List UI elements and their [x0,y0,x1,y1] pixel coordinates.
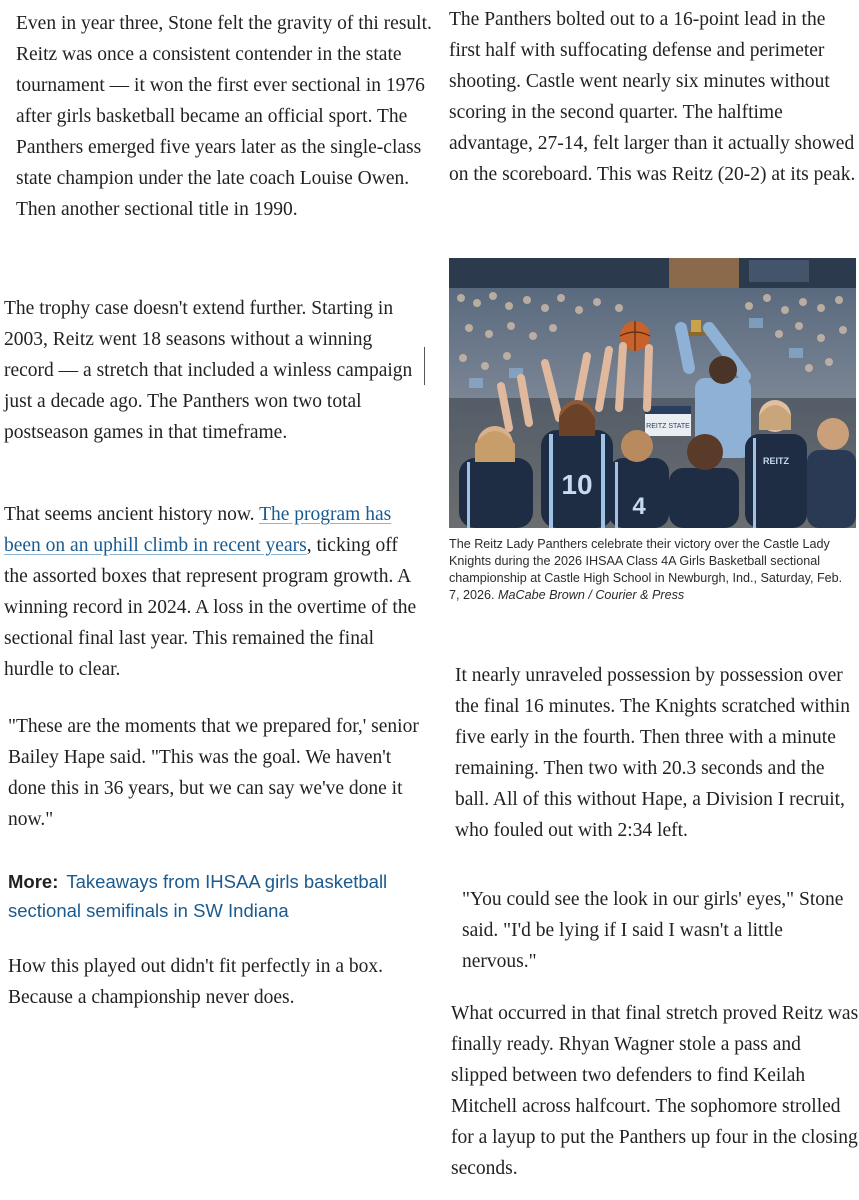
celebration-photo[interactable] [449,258,856,528]
article-paragraph: The trophy case doesn't extend further. Starting in 2003, Reitz went 18 seasons without a winning record — a stretch that included a winless campaign just a decade ago. The Panthers won two total postseason games in that timeframe. [4,298,413,443]
photo-caption [449,536,854,604]
more-label: More: [8,871,59,892]
program-climb-link[interactable]: The program has been on an uphill climb in recent years [4,504,392,556]
more-related-link-block [8,867,434,925]
jersey-number: 4 [632,493,646,520]
article-paragraph: What occurred in that final stretch proved Reitz was finally ready. Rhyan Wagner stole a pass and slipped between two defenders to find Keilah Mitchell across halfcourt. The sophomore strolled for a layup to put the Panthers up four in the closing seconds. [451,1003,859,1179]
photo-illustration [449,258,856,528]
article-paragraph: The Panthers bolted out to a 16-point lead in the first half with suffocating defense and perimeter shooting. Castle went nearly six minutes without scoring in the second quarter. The halftime advantage, 27-14, felt larger than it actually showed on the scoreboard. This was Reitz (20-2) at its peak. [449,9,856,185]
right-column [434,0,859,1200]
caption-text: The Reitz Lady Panthers celebrate their victory over the Castle Lady Knights during the 2026 IHSAA Class 4A Girls Basketball sectional championship at Castle High School in Newburgh, Ind., Saturday, Feb. 7, 2026. [449,537,843,602]
banner-text: REITZ STATE [646,423,690,430]
related-article-link[interactable]: Takeaways from IHSAA girls basketball sectional semifinals in SW Indiana [8,871,388,921]
article-paragraph: How this played out didn't fit perfectly in a box. Because a championship never does. [8,956,384,1008]
column-divider [424,347,425,385]
article-paragraph: It nearly unraveled possession by possession over the final 16 minutes. The Knights scratched within five early in the fourth. Then three with a minute remaining. Then two with 20.3 seconds and the ball. All of this without Hape, a Division I recruit, who fouled out with 2:34 left. [455,665,850,841]
paragraph-text: That seems ancient history now. [4,504,260,525]
photo-credit: MaCabe Brown / Courier & Press [498,588,685,602]
article-paragraph: Even in year three, Stone felt the gravity of thi result. Reitz was once a consistent contender in the state tournament — it won the first ever sectional in 1976 after girls basketball became an official sport. The Panthers emerged five years later as the single-class state champion under the late coach Louise Owen. Then another sectional title in 1990. [16,13,432,220]
stone-quote: "You could see the look in our girls' eyes," Stone said. "I'd be lying if I said I wasn't a little nervous." [462,889,844,972]
jersey-number: 10 [561,469,593,500]
paragraph-text: , ticking off the assorted boxes that represent program growth. A winning record in 2024. A loss in the overtime of the sectional final last year. This remained the final hurdle to clear. [4,535,417,680]
hape-quote: "These are the moments that we prepared for,' senior Bailey Hape said. "This was the goal. We haven't done this in 36 years, but we can say we've done it now." [8,716,419,830]
jersey-text: REITZ [763,456,789,466]
article-paragraph [4,499,424,685]
